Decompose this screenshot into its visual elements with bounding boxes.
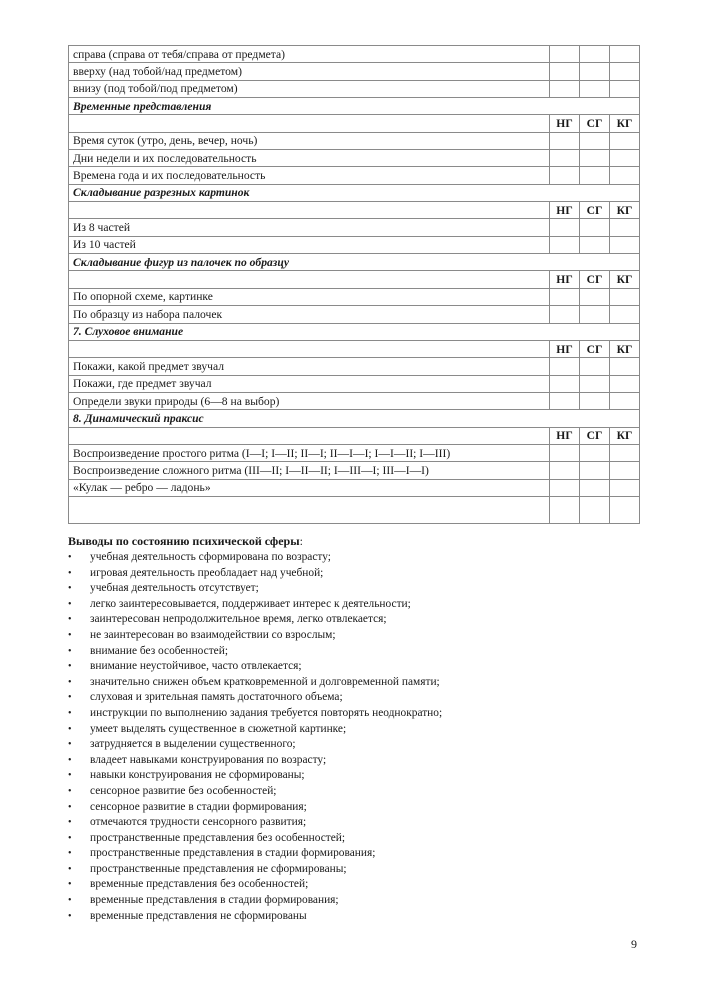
grade-header-cell: НГ (550, 271, 580, 288)
bullet-icon: • (68, 707, 72, 719)
grade-cell (580, 375, 610, 392)
bullet-icon: • (68, 910, 72, 922)
conclusion-text: пространственные представления не сформированы; (90, 862, 347, 875)
bullet-icon: • (68, 598, 72, 610)
item-label: Покажи, где предмет звучал (69, 375, 550, 392)
grade-cell (580, 306, 610, 323)
conclusion-item (68, 566, 648, 582)
grade-header-cell: СГ (580, 427, 610, 444)
conclusion-text: учебная деятельность отсутствует; (90, 582, 259, 595)
item-row (69, 288, 640, 305)
item-row (69, 306, 640, 323)
conclusion-item (68, 706, 648, 722)
conclusions-section (68, 534, 648, 924)
section-title: 8. Динамический праксис (69, 410, 640, 427)
bullet-icon: • (68, 645, 72, 657)
item-row (69, 150, 640, 167)
item-row (69, 80, 640, 97)
conclusion-text: не заинтересован во взаимодействии со взрослым; (90, 628, 336, 641)
bullet-icon: • (68, 567, 72, 579)
conclusion-item (68, 768, 648, 784)
item-label: Из 8 частей (69, 219, 550, 236)
conclusions-title (68, 534, 648, 549)
item-label: вверху (над тобой/над предметом) (69, 63, 550, 80)
grade-cell (580, 167, 610, 184)
bullet-icon: • (68, 739, 72, 751)
item-row (69, 479, 640, 496)
item-row (69, 132, 640, 149)
bullet-icon: • (68, 754, 72, 766)
item-row (69, 462, 640, 479)
grade-cell (550, 496, 580, 523)
grade-cell (550, 236, 580, 253)
section-title: Временные представления (69, 98, 640, 115)
item-label: внизу (под тобой/под предметом) (69, 80, 550, 97)
conclusion-item (68, 722, 648, 738)
grade-header-cell: НГ (550, 340, 580, 357)
conclusion-item (68, 893, 648, 909)
item-row (69, 444, 640, 461)
grade-cell (580, 219, 610, 236)
item-row (69, 167, 640, 184)
grade-cell (580, 150, 610, 167)
grade-cell (580, 444, 610, 461)
conclusions-title-colon: : (299, 534, 303, 548)
grade-cell (550, 288, 580, 305)
item-label: справа (справа от тебя/справа от предмета) (69, 46, 550, 63)
conclusion-text: пространственные представления в стадии формирования; (90, 847, 376, 860)
section-title: 7. Слуховое внимание (69, 323, 640, 340)
bullet-icon: • (68, 895, 72, 907)
bullet-icon: • (68, 801, 72, 813)
assessment-table-body (69, 46, 640, 524)
conclusion-text: временные представления в стадии формирования; (90, 894, 339, 907)
section-header-row (69, 410, 640, 427)
conclusion-text: слуховая и зрительная память достаточного объема; (90, 691, 343, 704)
grade-header-cell: КГ (610, 340, 640, 357)
assessment-table (68, 45, 640, 524)
bullet-icon: • (68, 692, 72, 704)
conclusion-item (68, 675, 648, 691)
grade-cell (580, 46, 610, 63)
grade-header-row (69, 202, 640, 219)
grade-cell (550, 150, 580, 167)
grade-cell (580, 80, 610, 97)
grade-cell (610, 496, 640, 523)
item-label: Дни недели и их последовательность (69, 150, 550, 167)
grade-cell (550, 392, 580, 409)
conclusion-item (68, 753, 648, 769)
grade-cell (550, 63, 580, 80)
grade-cell (580, 132, 610, 149)
section-header-row (69, 184, 640, 201)
grade-cell (550, 479, 580, 496)
grade-header-cell: НГ (550, 202, 580, 219)
grade-cell (550, 46, 580, 63)
grade-cell (580, 462, 610, 479)
item-label (69, 496, 550, 523)
conclusion-text: учебная деятельность сформирована по возрасту; (90, 551, 331, 563)
conclusion-item (68, 597, 648, 613)
item-row (69, 219, 640, 236)
conclusion-item (68, 659, 648, 675)
grade-header-cell: СГ (580, 202, 610, 219)
bullet-icon: • (68, 661, 72, 673)
grade-cell (580, 288, 610, 305)
grade-cell (610, 219, 640, 236)
conclusion-item (68, 784, 648, 800)
conclusion-item (68, 800, 648, 816)
conclusion-item (68, 831, 648, 847)
conclusion-item (68, 877, 648, 893)
grade-cell (610, 375, 640, 392)
grade-cell (580, 479, 610, 496)
grade-header-cell: КГ (610, 115, 640, 132)
conclusion-item (68, 550, 648, 566)
conclusion-text: инструкции по выполнению задания требуется повторять неоднократно; (90, 706, 443, 719)
grade-header-cell: КГ (610, 271, 640, 288)
item-row (69, 375, 640, 392)
grade-cell (550, 80, 580, 97)
grade-header-spacer (69, 202, 550, 219)
grade-cell (610, 150, 640, 167)
item-label: Из 10 частей (69, 236, 550, 253)
item-row (69, 236, 640, 253)
grade-header-cell: СГ (580, 340, 610, 357)
grade-cell (610, 444, 640, 461)
grade-cell (550, 462, 580, 479)
grade-cell (610, 63, 640, 80)
grade-cell (610, 236, 640, 253)
item-row (69, 63, 640, 80)
conclusion-text: временные представления без особенностей; (90, 878, 309, 891)
grade-cell (580, 392, 610, 409)
conclusion-item (68, 737, 648, 753)
grade-cell (610, 462, 640, 479)
grade-cell (550, 358, 580, 375)
grade-header-cell: НГ (550, 427, 580, 444)
conclusion-text: значительно снижен объем кратковременной и долговременной памяти; (90, 675, 440, 688)
section-header-row (69, 98, 640, 115)
bullet-icon: • (68, 629, 72, 641)
section-header-row (69, 323, 640, 340)
conclusion-item (68, 815, 648, 831)
bullet-icon: • (68, 817, 72, 829)
grade-cell (550, 444, 580, 461)
conclusion-item (68, 690, 648, 706)
item-row (69, 392, 640, 409)
grade-header-cell: НГ (550, 115, 580, 132)
grade-cell (610, 167, 640, 184)
bullet-icon: • (68, 785, 72, 797)
conclusion-text: отмечаются трудности сенсорного развития; (90, 816, 307, 829)
bullet-icon: • (68, 848, 72, 860)
bullet-icon: • (68, 583, 72, 595)
conclusion-item (68, 846, 648, 862)
grade-cell (550, 219, 580, 236)
grade-cell (550, 306, 580, 323)
item-row (69, 358, 640, 375)
item-label: «Кулак — ребро — ладонь» (69, 479, 550, 496)
bullet-icon: • (68, 723, 72, 735)
grade-cell (580, 236, 610, 253)
grade-header-spacer (69, 340, 550, 357)
conclusion-item (68, 862, 648, 878)
conclusion-text: навыки конструирования не сформированы; (90, 769, 305, 782)
grade-cell (610, 479, 640, 496)
conclusion-text: легко заинтересовывается, поддерживает интерес к деятельности; (90, 597, 411, 610)
grade-header-spacer (69, 427, 550, 444)
item-row (69, 46, 640, 63)
grade-header-cell: СГ (580, 115, 610, 132)
section-header-row (69, 254, 640, 271)
grade-cell (610, 132, 640, 149)
conclusion-text: умеет выделять существенное в сюжетной картинке; (90, 722, 347, 735)
conclusion-text: временные представления не сформированы (90, 909, 307, 922)
conclusion-item (68, 628, 648, 644)
grade-header-cell: КГ (610, 427, 640, 444)
conclusion-text: внимание неустойчивое, часто отвлекается; (90, 660, 302, 673)
item-label: Воспроизведение сложного ритма (III—II; I—II—II; I—III—I; III—I—I) (69, 462, 550, 479)
grade-cell (580, 496, 610, 523)
grade-cell (610, 358, 640, 375)
grade-cell (610, 46, 640, 63)
grade-header-cell: КГ (610, 202, 640, 219)
grade-cell (580, 63, 610, 80)
conclusion-text: игровая деятельность преобладает над учебной; (90, 566, 324, 579)
grade-cell (550, 167, 580, 184)
conclusions-list (68, 550, 648, 924)
grade-header-cell: СГ (580, 271, 610, 288)
section-title: Складывание разрезных картинок (69, 184, 640, 201)
conclusion-text: сенсорное развитие в стадии формирования; (90, 800, 307, 813)
item-label: Время суток (утро, день, вечер, ночь) (69, 132, 550, 149)
page-number: 9 (631, 937, 637, 951)
conclusion-text: внимание без особенностей; (90, 644, 228, 657)
grade-header-row (69, 340, 640, 357)
item-label: Определи звуки природы (6—8 на выбор) (69, 392, 550, 409)
conclusions-title-text: Выводы по состоянию психической сферы (68, 534, 300, 548)
bullet-icon: • (68, 770, 72, 782)
grade-cell (550, 132, 580, 149)
grade-cell (610, 288, 640, 305)
conclusion-text: владеет навыками конструирования по возрасту; (90, 753, 327, 766)
section-title: Складывание фигур из палочек по образцу (69, 254, 640, 271)
grade-cell (550, 375, 580, 392)
conclusion-item (68, 581, 648, 597)
bullet-icon: • (68, 863, 72, 875)
item-label: По образцу из набора палочек (69, 306, 550, 323)
conclusion-text: заинтересован непродолжительное время, легко отвлекается; (90, 613, 387, 626)
bullet-icon: • (68, 879, 72, 891)
grade-header-spacer (69, 115, 550, 132)
conclusion-text: сенсорное развитие без особенностей; (90, 784, 277, 797)
grade-cell (610, 392, 640, 409)
bullet-icon: • (68, 614, 72, 626)
grade-header-spacer (69, 271, 550, 288)
grade-header-row (69, 427, 640, 444)
bullet-icon: • (68, 832, 72, 844)
item-label: По опорной схеме, картинке (69, 288, 550, 305)
grade-cell (610, 306, 640, 323)
grade-header-row (69, 271, 640, 288)
grade-cell (610, 80, 640, 97)
conclusion-item (68, 909, 648, 925)
bullet-icon: • (68, 676, 72, 688)
item-label: Времена года и их последовательность (69, 167, 550, 184)
blank-row (69, 496, 640, 523)
bullet-icon: • (68, 552, 72, 563)
conclusion-item (68, 644, 648, 660)
item-label: Покажи, какой предмет звучал (69, 358, 550, 375)
conclusion-text: пространственные представления без особенностей; (90, 831, 346, 844)
grade-cell (580, 358, 610, 375)
item-label: Воспроизведение простого ритма (I—I; I—II; II—I; II—I—I; I—I—II; I—III) (69, 444, 550, 461)
conclusion-text: затрудняется в выделении существенного; (90, 738, 296, 751)
conclusion-item (68, 612, 648, 628)
grade-header-row (69, 115, 640, 132)
